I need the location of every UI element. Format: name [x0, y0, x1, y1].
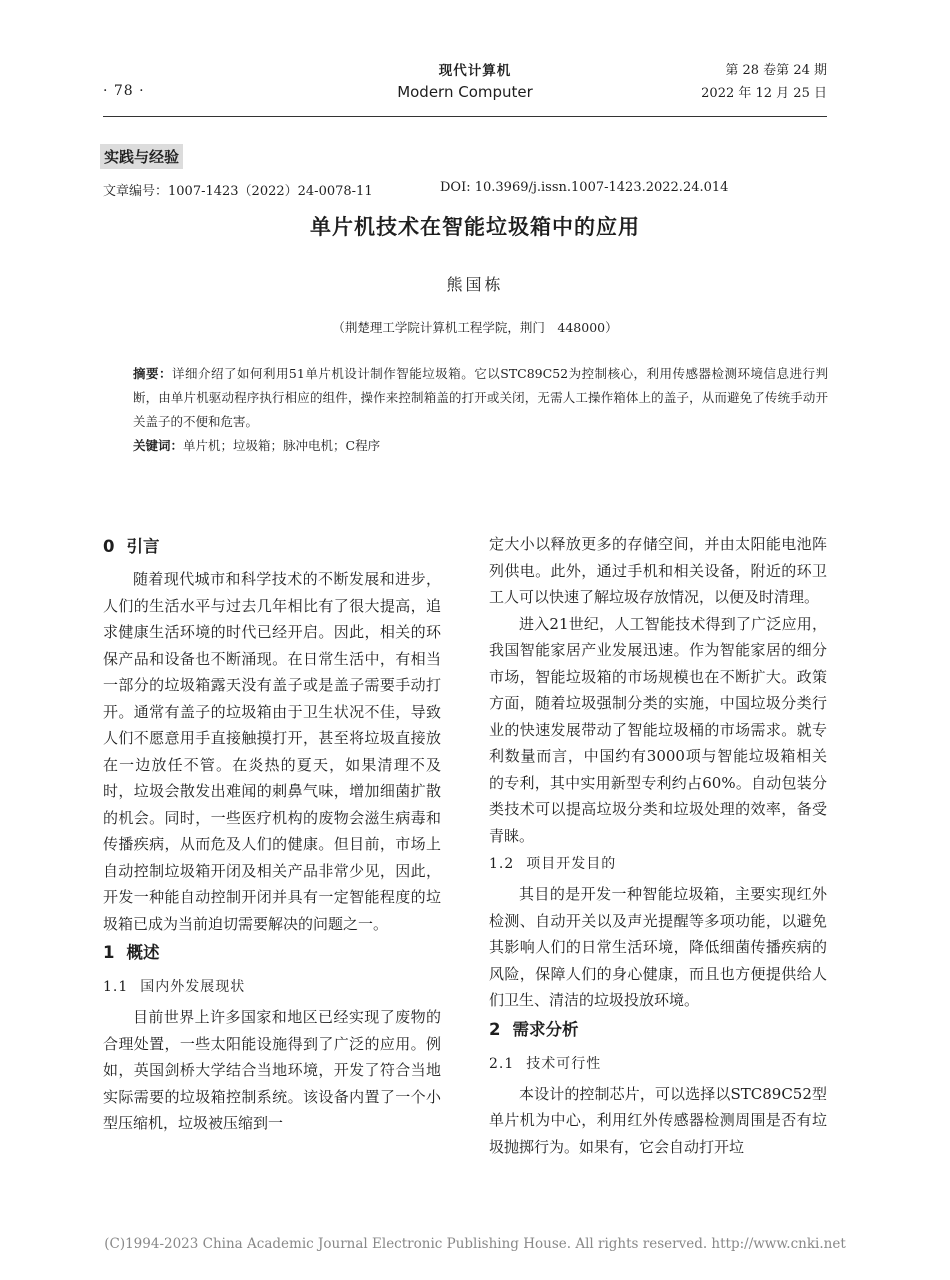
article-title: 单片机技术在智能垃圾箱中的应用 [310, 215, 640, 239]
intro-paragraph: 随着现代城市和科学技术的不断发展和进步，人们的生活水平与过去几年相比有了很大提高，追求健康生活环境的时代已经开启。因此，相关的环保产品和设备也不断涌现。在日常生活中，有相当一部分的垃圾箱露天没有盖子或是盖子需要手动打开。通常有盖子的垃圾箱由于卫生状况不佳，导致人们不愿意用手直接触摸打开，甚至将垃圾直接放在一边放任不管。在炎热的夏天，如果清理不及时，垃圾会散发出难闻的刺鼻气味，增加细菌扩散的机会。同时，一些医疗机构的废物会滋生病毒和传播疾病，从而危及人们的健康。但目前，市场上自动控制垃圾箱开闭及相关产品非常少见，因此，开发一种能自动控制开闭并具有一定智能程度的垃圾箱已成为当前迫切需要解决的问题之一。 [103, 570, 441, 933]
section-badge: 实践与经验 [100, 144, 183, 169]
right-column [489, 531, 827, 1160]
header-divider [103, 116, 827, 117]
heading-text: 需求分析 [512, 1019, 579, 1039]
heading-number: 0 [103, 537, 115, 556]
heading-text: 国内外发展现状 [140, 979, 246, 995]
ai-paragraph: 进入21世纪，人工智能技术得到了广泛应用，我国智能家居产业发展迅速。作为智能家居的细分市场，智能垃圾箱的市场规模也在不断扩大。政策方面，随着垃圾强制分类的实施，中国垃圾分类行业的快速发展带动了智能垃圾桶的市场需求。就专利数量而言，中国约有3000项与智能垃圾箱相关的专利，其中实用新型专利约占60%。自动包装分类技术可以提高垃圾分类和垃圾处理的效率，备受青睐。 [489, 614, 827, 845]
doi: DOI: 10.3969/j.issn.1007-1423.2022.24.014 [440, 180, 729, 195]
heading-project-goal [489, 849, 827, 881]
heading-introduction [103, 531, 441, 566]
goal-paragraph: 其目的是开发一种智能垃圾箱，主要实现红外检测、自动开关以及声光提醒等多项功能，以避免其影响人们的日常生活环境，降低细菌传播疾病的风险，保障人们的身心健康，而且也方便提供给人们卫生、清洁的垃圾投放环境。 [489, 885, 827, 1009]
volume-issue: 第 28 卷第 24 期 [725, 63, 827, 78]
heading-overview [103, 937, 441, 972]
heading-requirements [489, 1014, 827, 1049]
journal-title-en: Modern Computer [397, 83, 533, 101]
heading-text: 概述 [126, 943, 160, 962]
abstract [133, 362, 828, 434]
left-column [103, 531, 441, 1137]
heading-text: 引言 [126, 537, 160, 556]
article-number: 文章编号：1007-1423（2022）24-0078-11 [103, 184, 373, 199]
heading-number: 1.1 [103, 979, 129, 995]
keywords-text: 单片机；垃圾箱；脉冲电机；C程序 [183, 438, 381, 453]
keywords-label: 关键词： [133, 438, 184, 453]
abstract-text: 详细介绍了如何利用51单片机设计制作智能垃圾箱。它以STC89C52为控制核心，利用传感器检测环境信息进行判断，由单片机驱动程序执行相应的组件，操作来控制箱盖的打开或关闭，无需人工操作箱体上的盖子，从而避免了传统手动开关盖子的不便和危害。 [133, 366, 828, 429]
heading-number: 2.1 [489, 1055, 515, 1072]
page-number: · 78 · [103, 83, 145, 99]
continued-paragraph: 定大小以释放更多的存储空间，并由太阳能电池阵列供电。此外，通过手机和相关设备，附近的环卫工人可以快速了解垃圾存放情况，以便及时清理。 [489, 535, 827, 606]
status-paragraph: 目前世界上许多国家和地区已经实现了废物的合理处置，一些太阳能设施得到了广泛的应用。例如，英国剑桥大学结合当地环境，开发了符合当地实际需要的垃圾箱控制系统。该设备内置了一个小型压缩机，垃圾被压缩到一 [103, 1008, 441, 1132]
heading-number: 1.2 [489, 856, 515, 872]
keywords [133, 436, 380, 454]
copyright-footer: (C)1994-2023 China Academic Journal Electronic Publishing House. All rights reserved. http://www.cnki.net [104, 1236, 846, 1252]
author-name: 熊国栋 [446, 275, 504, 294]
heading-number: 1 [103, 943, 115, 962]
heading-technical-feasibility [489, 1049, 827, 1081]
abstract-label: 摘要： [133, 366, 172, 381]
journal-title-cn: 现代计算机 [438, 63, 512, 79]
heading-text: 项目开发目的 [526, 856, 617, 872]
heading-development-status [103, 972, 441, 1004]
heading-number: 2 [489, 1019, 501, 1039]
author-affiliation: （荆楚理工学院计算机工程学院，荆门 448000） [332, 320, 618, 335]
issue-date: 2022 年 12 月 25 日 [701, 86, 827, 101]
heading-text: 技术可行性 [526, 1055, 602, 1072]
tech-paragraph: 本设计的控制芯片，可以选择以STC89C52型单片机为中心，利用红外传感器检测周围是否有垃圾抛掷行为。如果有，它会自动打开垃 [489, 1084, 827, 1156]
